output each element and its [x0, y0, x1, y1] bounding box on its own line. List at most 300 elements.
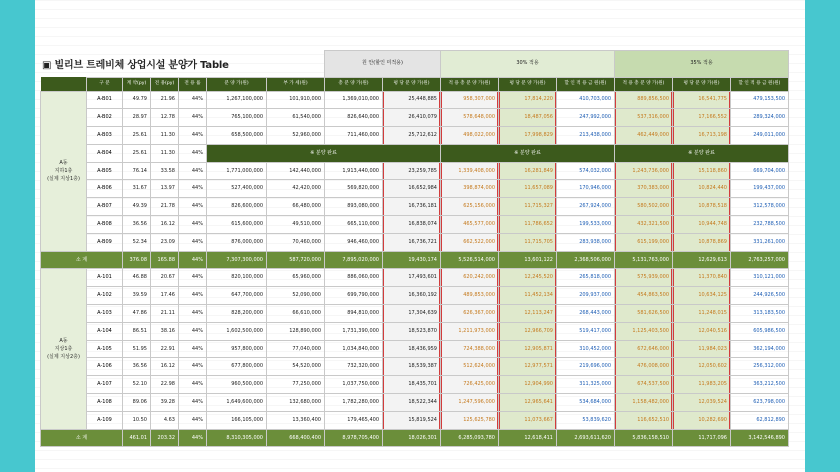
table-cell: 18,487,056: [499, 109, 557, 127]
table-cell: 49.79: [123, 91, 151, 109]
table-cell: 534,684,000: [557, 394, 615, 412]
table-cell: 16,281,849: [499, 162, 557, 180]
table-cell: 312,578,000: [731, 198, 789, 216]
table-cell: 575,939,000: [615, 269, 673, 287]
table-cell: 44%: [179, 411, 207, 429]
table-cell: 512,624,000: [441, 358, 499, 376]
sold-out-banner: ※ 분양 완료: [615, 144, 789, 162]
unit-code: A-108: [87, 394, 123, 412]
subtotal-cell: 203.32: [151, 429, 179, 447]
unit-code: A-B05: [87, 162, 123, 180]
table-cell: 658,500,000: [207, 127, 267, 145]
subtotal-cell: 8,978,705,400: [325, 429, 383, 447]
table-cell: 10,878,869: [673, 233, 731, 251]
table-cell: 23,259,785: [383, 162, 441, 180]
table-cell: 1,158,482,000: [615, 394, 673, 412]
table-cell: 363,212,500: [731, 376, 789, 394]
unit-code: A-104: [87, 322, 123, 340]
group-label-line: (실제 지상1층): [47, 175, 80, 182]
unit-code: A-B09: [87, 233, 123, 251]
subtotal-cell: 7,307,300,000: [207, 251, 267, 269]
table-cell: 826,600,000: [207, 198, 267, 216]
table-row: [41, 411, 789, 429]
table-cell: 331,261,000: [731, 233, 789, 251]
table-cell: 11.30: [151, 127, 179, 145]
table-cell: 20.67: [151, 269, 179, 287]
page-title: ▣ 빌리브 트레비체 상업시설 분양가 Table: [42, 60, 229, 71]
column-header: 평 당 분 양 가(원): [499, 77, 557, 91]
table-cell: 580,502,000: [615, 198, 673, 216]
table-cell: 61,540,000: [267, 109, 325, 127]
table-cell: 283,938,000: [557, 233, 615, 251]
table-cell: 11,370,840: [673, 269, 731, 287]
table-cell: 527,400,000: [207, 180, 267, 198]
table-cell: 889,856,500: [615, 91, 673, 109]
table-cell: 22.91: [151, 340, 179, 358]
table-cell: 52,090,000: [267, 287, 325, 305]
subtotal-cell: 11,717,096: [673, 429, 731, 447]
table-cell: 65,960,000: [267, 269, 325, 287]
table-cell: 256,312,000: [731, 358, 789, 376]
table-cell: 724,388,000: [441, 340, 499, 358]
table-cell: 662,522,000: [441, 233, 499, 251]
table-cell: 626,367,000: [441, 305, 499, 323]
table-cell: 519,417,000: [557, 322, 615, 340]
table-cell: 1,602,500,000: [207, 322, 267, 340]
column-header: 분 양 가(원): [207, 77, 267, 91]
table-cell: 410,703,000: [557, 91, 615, 109]
table-cell: 16.12: [151, 358, 179, 376]
table-row: [41, 287, 789, 305]
table-cell: 489,853,000: [441, 287, 499, 305]
subtotal-cell: 13,601,122: [499, 251, 557, 269]
table-cell: 16,838,074: [383, 216, 441, 234]
subtotal-cell: 668,400,400: [267, 429, 325, 447]
table-cell: 313,183,500: [731, 305, 789, 323]
table-cell: 219,696,000: [557, 358, 615, 376]
table-cell: 11,984,023: [673, 340, 731, 358]
table-cell: 232,788,500: [731, 216, 789, 234]
table-cell: 289,324,000: [731, 109, 789, 127]
subtotal-cell: 44%: [179, 429, 207, 447]
table-cell: 47.86: [123, 305, 151, 323]
table-cell: 17,166,552: [673, 109, 731, 127]
table-cell: 18,523,870: [383, 322, 441, 340]
table-cell: 25.61: [123, 127, 151, 145]
table-cell: 101,910,000: [267, 91, 325, 109]
unit-code: A-107: [87, 376, 123, 394]
unit-code: A-106: [87, 358, 123, 376]
table-cell: 12,050,602: [673, 358, 731, 376]
table-cell: 454,863,500: [615, 287, 673, 305]
table-cell: 199,437,000: [731, 180, 789, 198]
table-cell: 44%: [179, 269, 207, 287]
table-cell: 16,541,775: [673, 91, 731, 109]
table-cell: 479,153,500: [731, 91, 789, 109]
unit-code: A-101: [87, 269, 123, 287]
table-cell: 86.51: [123, 322, 151, 340]
table-cell: 398,874,000: [441, 180, 499, 198]
table-cell: 44%: [179, 358, 207, 376]
table-cell: 89.06: [123, 394, 151, 412]
table-cell: 10,878,518: [673, 198, 731, 216]
table-cell: 18,436,959: [383, 340, 441, 358]
table-cell: 946,460,000: [325, 233, 383, 251]
table-cell: 465,577,000: [441, 216, 499, 234]
table-cell: 44%: [179, 127, 207, 145]
unit-code: A-102: [87, 287, 123, 305]
table-cell: 44%: [179, 180, 207, 198]
subtotal-cell: 5,131,763,000: [615, 251, 673, 269]
unit-code: A-B08: [87, 216, 123, 234]
table-cell: 39.28: [151, 394, 179, 412]
table-cell: 957,800,000: [207, 340, 267, 358]
table-cell: 12,965,641: [499, 394, 557, 412]
table-cell: 12,040,516: [673, 322, 731, 340]
table-cell: 16,360,192: [383, 287, 441, 305]
table-cell: 52.34: [123, 233, 151, 251]
table-cell: 362,194,000: [731, 340, 789, 358]
group-label: [41, 269, 87, 429]
table-cell: 52,960,000: [267, 127, 325, 145]
table-row: [41, 162, 789, 180]
table-cell: 12,905,871: [499, 340, 557, 358]
subtotal-cell: 2,693,611,620: [557, 429, 615, 447]
table-row: [41, 305, 789, 323]
table-cell: 17.46: [151, 287, 179, 305]
unit-code: A-B02: [87, 109, 123, 127]
table-cell: 310,121,000: [731, 269, 789, 287]
table-cell: 44%: [179, 109, 207, 127]
table-cell: 1,037,750,000: [325, 376, 383, 394]
table-cell: 886,060,000: [325, 269, 383, 287]
table-cell: 13,360,400: [267, 411, 325, 429]
label-spacer: [41, 77, 87, 91]
price-table: [40, 50, 789, 447]
table-cell: 625,156,000: [441, 198, 499, 216]
unit-code: A-B06: [87, 180, 123, 198]
table-cell: 62,812,890: [731, 411, 789, 429]
table-cell: 244,926,500: [731, 287, 789, 305]
table-cell: 674,537,500: [615, 376, 673, 394]
table-cell: 10.50: [123, 411, 151, 429]
table-cell: 894,810,000: [325, 305, 383, 323]
table-cell: 44%: [179, 305, 207, 323]
table-cell: 16,713,198: [673, 127, 731, 145]
group-label-line: 지상1층: [54, 345, 73, 352]
table-cell: 17,493,601: [383, 269, 441, 287]
table-row: [41, 358, 789, 376]
table-cell: 11,715,705: [499, 233, 557, 251]
table-cell: 11,073,667: [499, 411, 557, 429]
unit-code: A-B01: [87, 91, 123, 109]
table-row: [41, 340, 789, 358]
table-cell: 179,465,400: [325, 411, 383, 429]
table-cell: 44%: [179, 91, 207, 109]
sold-out-banner: ※ 분양 완료: [207, 144, 441, 162]
column-header: 평 당 분 양 가(원): [673, 77, 731, 91]
table-cell: 21.11: [151, 305, 179, 323]
table-cell: 77,040,000: [267, 340, 325, 358]
table-cell: 820,100,000: [207, 269, 267, 287]
subtotal-cell: 7,895,020,000: [325, 251, 383, 269]
column-header: 적 용 총 분 양 가(원): [615, 77, 673, 91]
table-cell: 17,998,829: [499, 127, 557, 145]
table-cell: 44%: [179, 233, 207, 251]
table-cell: 44%: [179, 376, 207, 394]
table-cell: 476,008,000: [615, 358, 673, 376]
table-cell: 10,634,125: [673, 287, 731, 305]
table-cell: 44%: [179, 162, 207, 180]
table-cell: 44%: [179, 198, 207, 216]
group-header-1: 30% 적용: [441, 51, 615, 78]
table-cell: 11,248,015: [673, 305, 731, 323]
table-cell: 828,200,000: [207, 305, 267, 323]
table-cell: 370,383,000: [615, 180, 673, 198]
table-cell: 53,839,620: [557, 411, 615, 429]
unit-code: A-103: [87, 305, 123, 323]
table-cell: 893,080,000: [325, 198, 383, 216]
table-cell: 46.88: [123, 269, 151, 287]
table-cell: 665,110,000: [325, 216, 383, 234]
table-cell: 732,320,000: [325, 358, 383, 376]
table-cell: 620,242,000: [441, 269, 499, 287]
table-cell: 615,199,000: [615, 233, 673, 251]
group-header-0: 원 안(할인 미적용): [325, 51, 441, 78]
table-cell: 16,736,181: [383, 198, 441, 216]
group-header-2: 35% 적용: [615, 51, 789, 78]
table-cell: 268,443,000: [557, 305, 615, 323]
table-cell: 52.10: [123, 376, 151, 394]
table-cell: 213,438,000: [557, 127, 615, 145]
table-cell: 132,680,000: [267, 394, 325, 412]
table-row: [41, 198, 789, 216]
table-cell: 25,448,885: [383, 91, 441, 109]
unit-code: A-B03: [87, 127, 123, 145]
subtotal-cell: 19,430,174: [383, 251, 441, 269]
table-cell: 711,460,000: [325, 127, 383, 145]
table-cell: 12,113,247: [499, 305, 557, 323]
table-cell: 765,100,000: [207, 109, 267, 127]
table-cell: 77,250,000: [267, 376, 325, 394]
table-cell: 265,818,000: [557, 269, 615, 287]
table-cell: 18,435,701: [383, 376, 441, 394]
table-cell: 125,625,780: [441, 411, 499, 429]
table-cell: 23.09: [151, 233, 179, 251]
table-cell: 12,966,709: [499, 322, 557, 340]
table-cell: 672,646,000: [615, 340, 673, 358]
table-cell: 11,657,089: [499, 180, 557, 198]
group-label-line: (실제 지상2층): [47, 353, 80, 360]
subtotal-cell: 2,368,506,000: [557, 251, 615, 269]
table-cell: 26,410,079: [383, 109, 441, 127]
column-header: 총 분 양 가(원): [325, 77, 383, 91]
column-header: 할 인 적 용 금 원(원): [557, 77, 615, 91]
subtotal-cell: 6,285,093,780: [441, 429, 499, 447]
subtotal-cell: 12,618,411: [499, 429, 557, 447]
subtotal-cell: 5,526,514,000: [441, 251, 499, 269]
subtotal-cell: 376.08: [123, 251, 151, 269]
table-cell: 39.59: [123, 287, 151, 305]
group-label-line: 지하1층: [54, 167, 73, 174]
table-cell: 13.97: [151, 180, 179, 198]
column-header: 할 인 적 용 금 원(원): [731, 77, 789, 91]
table-cell: 44%: [179, 144, 207, 162]
sold-out-banner: ※ 분양 완료: [441, 144, 615, 162]
table-row: [41, 144, 789, 162]
table-cell: 1,247,596,000: [441, 394, 499, 412]
table-cell: 267,924,000: [557, 198, 615, 216]
table-cell: 249,011,000: [731, 127, 789, 145]
table-cell: 647,700,000: [207, 287, 267, 305]
table-cell: 10,944,748: [673, 216, 731, 234]
table-cell: 44%: [179, 322, 207, 340]
unit-code: A-B07: [87, 198, 123, 216]
table-cell: 116,652,510: [615, 411, 673, 429]
right-margin-band: [805, 0, 840, 472]
subtotal-label: 소 계: [41, 429, 123, 447]
column-header: 적 용 총 분 양 가(원): [441, 77, 499, 91]
table-cell: 76.14: [123, 162, 151, 180]
table-cell: 669,704,000: [731, 162, 789, 180]
group-label-line: A동: [59, 337, 68, 344]
left-margin-band: [0, 0, 35, 472]
subtotal-cell: 5,836,158,510: [615, 429, 673, 447]
table-cell: 10,824,440: [673, 180, 731, 198]
table-cell: 1,034,840,000: [325, 340, 383, 358]
table-cell: 44%: [179, 394, 207, 412]
table-cell: 66,610,000: [267, 305, 325, 323]
table-cell: 44%: [179, 340, 207, 358]
table-cell: 677,800,000: [207, 358, 267, 376]
table-cell: 166,105,000: [207, 411, 267, 429]
table-cell: 1,913,440,000: [325, 162, 383, 180]
table-cell: 581,626,500: [615, 305, 673, 323]
table-cell: 311,325,000: [557, 376, 615, 394]
table-cell: 11,452,134: [499, 287, 557, 305]
table-row: [41, 376, 789, 394]
table-cell: 826,640,000: [325, 109, 383, 127]
table-cell: 12,245,520: [499, 269, 557, 287]
table-row: [41, 322, 789, 340]
table-cell: 31.67: [123, 180, 151, 198]
table-cell: 12,039,524: [673, 394, 731, 412]
table-cell: 17,304,639: [383, 305, 441, 323]
table-cell: 876,000,000: [207, 233, 267, 251]
table-cell: 25.61: [123, 144, 151, 162]
unit-code: A-105: [87, 340, 123, 358]
table-cell: 310,452,000: [557, 340, 615, 358]
table-cell: 128,890,000: [267, 322, 325, 340]
group-label-line: A동: [59, 159, 68, 166]
table-cell: 4.63: [151, 411, 179, 429]
table-cell: 18,539,387: [383, 358, 441, 376]
table-cell: 1,782,280,000: [325, 394, 383, 412]
subtotal-cell: 8,310,305,000: [207, 429, 267, 447]
table-cell: 432,321,500: [615, 216, 673, 234]
table-cell: 11,983,205: [673, 376, 731, 394]
subtotal-cell: 587,720,000: [267, 251, 325, 269]
table-cell: 36.56: [123, 216, 151, 234]
table-cell: 1,267,100,000: [207, 91, 267, 109]
table-cell: 44%: [179, 216, 207, 234]
subtotal-cell: 18,026,301: [383, 429, 441, 447]
column-header: 구 분: [87, 77, 123, 91]
table-cell: 54,520,000: [267, 358, 325, 376]
column-header: 평 당 분 양 가(원): [383, 77, 441, 91]
table-cell: 578,648,000: [441, 109, 499, 127]
table-row: [41, 394, 789, 412]
group-label: [41, 91, 87, 251]
table-cell: 21.78: [151, 198, 179, 216]
table-cell: 12.78: [151, 109, 179, 127]
column-header: 부 가 세(원): [267, 77, 325, 91]
column-header-row: [41, 77, 789, 91]
table-cell: 21.96: [151, 91, 179, 109]
table-cell: 1,731,390,000: [325, 322, 383, 340]
table-cell: 16.12: [151, 216, 179, 234]
table-cell: 36.56: [123, 358, 151, 376]
table-cell: 199,533,000: [557, 216, 615, 234]
table-cell: 569,820,000: [325, 180, 383, 198]
subtotal-row: [41, 429, 789, 447]
table-cell: 462,449,000: [615, 127, 673, 145]
table-cell: 615,600,000: [207, 216, 267, 234]
table-cell: 49.39: [123, 198, 151, 216]
table-cell: 958,307,000: [441, 91, 499, 109]
table-cell: 38.16: [151, 322, 179, 340]
unit-code: A-109: [87, 411, 123, 429]
table-cell: 15,118,860: [673, 162, 731, 180]
table-cell: 33.58: [151, 162, 179, 180]
table-cell: 726,425,000: [441, 376, 499, 394]
table-cell: 1,771,000,000: [207, 162, 267, 180]
table-cell: 170,946,000: [557, 180, 615, 198]
subtotal-cell: 2,763,257,000: [731, 251, 789, 269]
table-cell: 17,814,220: [499, 91, 557, 109]
table-cell: 70,460,000: [267, 233, 325, 251]
column-header: 전 용(py): [151, 77, 179, 91]
subtotal-cell: 44%: [179, 251, 207, 269]
table-cell: 960,500,000: [207, 376, 267, 394]
table-cell: 66,480,000: [267, 198, 325, 216]
table-cell: 1,649,600,000: [207, 394, 267, 412]
table-cell: 18,522,344: [383, 394, 441, 412]
table-row: [41, 233, 789, 251]
table-row: [41, 269, 789, 287]
table-cell: 44%: [179, 287, 207, 305]
table-cell: 16,736,721: [383, 233, 441, 251]
table-cell: 1,339,408,000: [441, 162, 499, 180]
table-cell: 11,786,652: [499, 216, 557, 234]
table-cell: 209,937,000: [557, 287, 615, 305]
subtotal-cell: 3,142,546,890: [731, 429, 789, 447]
table-cell: 1,243,736,000: [615, 162, 673, 180]
table-cell: 28.97: [123, 109, 151, 127]
table-row: [41, 216, 789, 234]
subtotal-row: [41, 251, 789, 269]
table-cell: 42,420,000: [267, 180, 325, 198]
subtotal-label: 소 계: [41, 251, 123, 269]
table-cell: 10,282,690: [673, 411, 731, 429]
table-cell: 699,790,000: [325, 287, 383, 305]
table-row: [41, 91, 789, 109]
table-cell: 12,904,990: [499, 376, 557, 394]
subtotal-cell: 165.88: [151, 251, 179, 269]
table-cell: 537,316,000: [615, 109, 673, 127]
table-cell: 1,369,010,000: [325, 91, 383, 109]
table-cell: 605,986,500: [731, 322, 789, 340]
